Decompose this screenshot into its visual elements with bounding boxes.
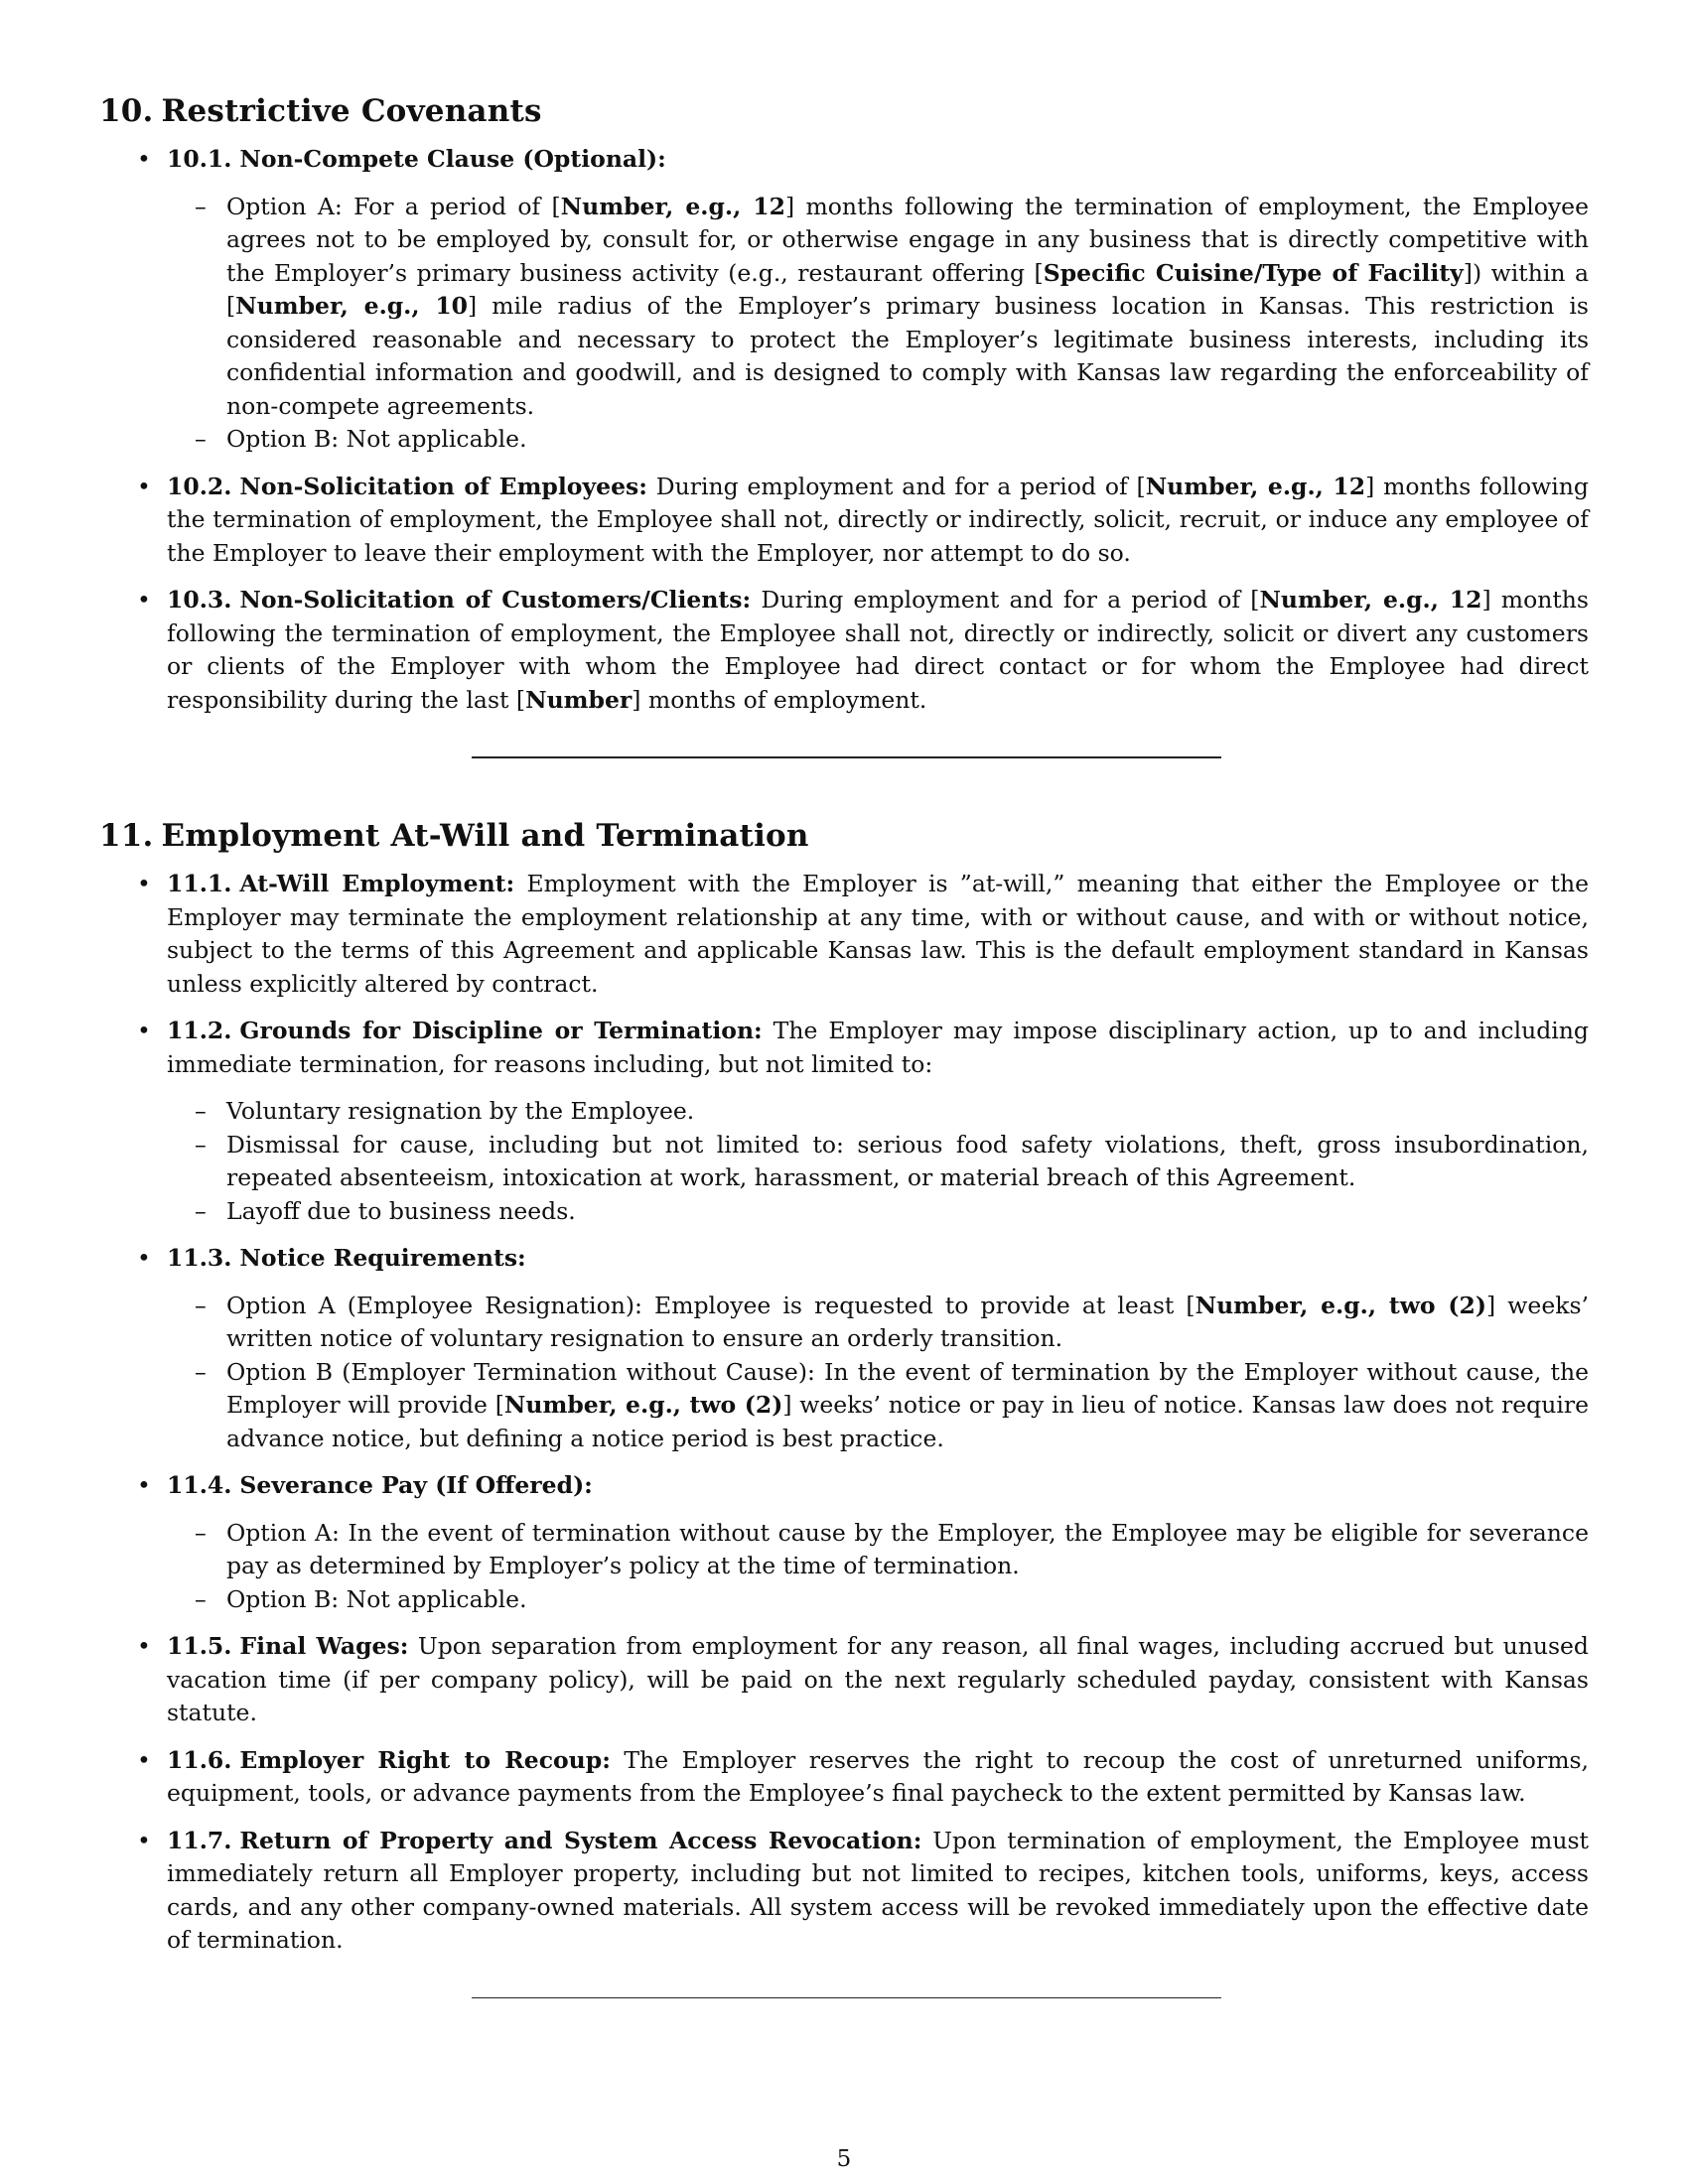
list-item: – Voluntary resignation by the Employee. xyxy=(167,1095,1589,1129)
clause-11-6: • 11.6. Employer Right to Recoup: The Employer reserves the right to recoup the cost of unreturned uniforms, equipment, tools, or advance payments from the Employee’s final paycheck to the extent permitted by Kansas law. xyxy=(99,1744,1589,1811)
section-10-heading: 10. Restrictive Covenants xyxy=(99,93,542,129)
list-item: – Option B: Not applicable. xyxy=(167,1583,1589,1617)
clause-10-1: • 10.1. Non-Compete Clause (Optional): – Option A: For a period of [Number, e.g., 12] months following the termination of employment, the Employee agrees not to be employed by, consult for, or otherwise engage in any business that is directly competitive with the Employer’s primary business activity (e.g., restaurant offering [Specific Cuisine/Type of Facility]) within a [Number, e.g., 10] mile radius of the Employer’s primary business location in Kansas. This restriction is considered reasonable and necessary to protect the Employer’s legitimate business interests, including its confidential information and goodwill, and is designed to comply with Kansas law regarding the enforceability of non-compete agreements. – Option B: Not applicable. xyxy=(99,143,1589,457)
clause-11-5: • 11.5. Final Wages: Upon separation from employment for any reason, all final wages, including accrued but unused vacation time (if per company policy), will be paid on the next regularly scheduled payday, consistent with Kansas statute. xyxy=(99,1630,1589,1730)
clause-11-1: • 11.1. At-Will Employment: Employment with the Employer is ”at-will,” meaning that either the Employee or the Employer may terminate the employment relationship at any time, with or without cause, and with or without notice, subject to the terms of this Agreement and applicable Kansas law. This is the default employment standard in Kansas unless explicitly altered by contract. xyxy=(99,868,1589,1001)
clause-11-4: • 11.4. Severance Pay (If Offered): – Option A: In the event of termination without cause by the Employer, the Employee may be eligible for severance pay as determined by Employer’s policy at the time of termination. – Option B: Not applicable. xyxy=(99,1469,1589,1616)
section-11-heading: 11. Employment At-Will and Termination xyxy=(99,818,809,854)
list-item: – Dismissal for cause, including but not limited to: serious food safety violations, theft, gross insubordination, repeated absenteeism, intoxication at work, harassment, or material breach of this Agreement. xyxy=(167,1129,1589,1195)
section-divider xyxy=(472,1997,1221,1998)
list-item: – Layoff due to business needs. xyxy=(167,1195,1589,1229)
clause-11-4-options xyxy=(167,1517,1589,1617)
section-11-list xyxy=(99,868,1589,1958)
page-number: 5 xyxy=(836,2146,852,2172)
clause-10-1-option-a: – Option A: For a period of [Number, e.g., 12] months following the termination of employment, the Employee agrees not to be employed by, consult for, or otherwise engage in any business that is directly competitive with the Employer’s primary business activity (e.g., restaurant offering [Specific Cuisine/Type of Facility]) within a [Number, e.g., 10] mile radius of the Employer’s primary business location in Kansas. This restriction is considered reasonable and necessary to protect the Employer’s legitimate business interests, including its confidential information and goodwill, and is designed to comply with Kansas law regarding the enforceability of non-compete agreements. xyxy=(167,191,1589,424)
clause-11-3-option-a: – Option A (Employee Resignation): Employee is requested to provide at least [Number, e.g., two (2)] weeks’ written notice of voluntary resignation to ensure an orderly transition. xyxy=(167,1290,1589,1356)
list-item: – Option A: In the event of termination without cause by the Employer, the Employee may be eligible for severance pay as determined by Employer’s policy at the time of termination. xyxy=(167,1517,1589,1583)
clause-11-3-option-b: – Option B (Employer Termination without Cause): In the event of termination by the Employer without cause, the Employer will provide [Number, e.g., two (2)] weeks’ notice or pay in lieu of notice. Kansas law does not require advance notice, but defining a notice period is best practice. xyxy=(167,1356,1589,1456)
clause-11-7: • 11.7. Return of Property and System Access Revocation: Upon termination of employment, the Employee must immediately return all Employer property, including but not limited to recipes, kitchen tools, uniforms, keys, access cards, and any other company-owned materials. All system access will be revoked immediately upon the effective date of termination. xyxy=(99,1825,1589,1958)
clause-11-2: • 11.2. Grounds for Discipline or Termination: The Employer may impose disciplinary action, up to and including immediate termination, for reasons including, but not limited to: – Voluntary resignation by the Employee. – Dismissal for cause, including but not limited to: serious food safety violations, theft, gross insubordination, repeated absenteeism, intoxication at work, harassment, or material breach of this Agreement. – Layoff due to business needs. xyxy=(99,1015,1589,1228)
clause-10-1-option-b: – Option B: Not applicable. xyxy=(167,423,1589,457)
clause-11-3: • 11.3. Notice Requirements: – Option A (Employee Resignation): Employee is requested to provide at least [Number, e.g., two (2)] weeks’ written notice of voluntary resignation to ensure an orderly transition. – Option B (Employer Termination without Cause): In the event of termination by the Employer without cause, the Employer will provide [Number, e.g., two (2)] weeks’ notice or pay in lieu of notice. Kansas law does not require advance notice, but defining a notice period is best practice. xyxy=(99,1242,1589,1455)
document-page xyxy=(99,91,1589,1998)
section-divider xyxy=(472,756,1221,758)
clause-10-3: • 10.3. Non-Solicitation of Customers/Clients: During employment and for a period of [Number, e.g., 12] months following the termination of employment, the Employee shall not, directly or indirectly, solicit or divert any customers or clients of the Employer with whom the Employee had direct contact or for whom the Employee had direct responsibility during the last [Number] months of employment. xyxy=(99,584,1589,717)
clause-11-2-grounds xyxy=(167,1095,1589,1228)
clause-10-1-options xyxy=(167,191,1589,457)
section-10-list xyxy=(99,143,1589,717)
clause-10-2: • 10.2. Non-Solicitation of Employees: During employment and for a period of [Number, e.g., 12] months following the termination of employment, the Employee shall not, directly or indirectly, solicit, recruit, or induce any employee of the Employer to leave their employment with the Employer, nor attempt to do so. xyxy=(99,471,1589,571)
clause-11-3-options xyxy=(167,1290,1589,1456)
